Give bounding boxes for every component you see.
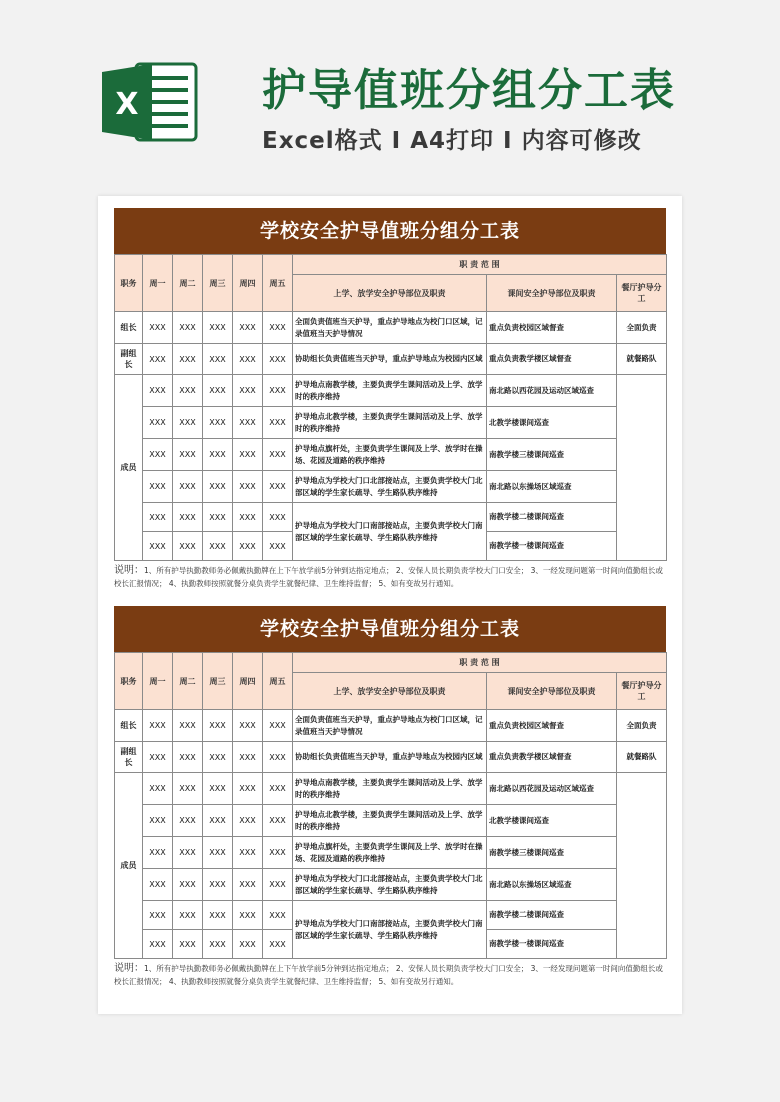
role-cell: 成员 xyxy=(115,773,143,959)
duty-col-header: 课间安全护导部位及职责 xyxy=(487,673,617,710)
assignee-cell: XXX xyxy=(203,773,233,805)
break-duty-cell: 南教学楼二楼课间巡查 xyxy=(487,503,617,532)
break-duty-cell: 重点负责教学楼区域督查 xyxy=(487,344,617,375)
assignee-cell: XXX xyxy=(173,312,203,344)
duty-scope-header: 职 责 范 围 xyxy=(293,255,667,275)
duty-cell: 护导地点为学校大门口北部接站点，主要负责学校大门北部区域的学生家长疏导、学生路队秩序维持 xyxy=(293,869,487,901)
assignee-cell: XXX xyxy=(263,532,293,561)
duty-cell: 护导地点旗杆处，主要负责学生课间及上学、放学时在操场、花园及道路的秩序维持 xyxy=(293,837,487,869)
break-duty-cell: 南教学楼一楼课间巡查 xyxy=(487,532,617,561)
assignee-cell: XXX xyxy=(143,742,173,773)
assignee-cell: XXX xyxy=(143,312,173,344)
break-duty-cell: 南教学楼二楼课间巡查 xyxy=(487,901,617,930)
assignee-cell: XXX xyxy=(233,407,263,439)
duty-cell: 护导地点南教学楼，主要负责学生课间活动及上学、放学时的秩序维持 xyxy=(293,773,487,805)
col-role-header: 职务 xyxy=(115,653,143,710)
table-title: 学校安全护导值班分组分工表 xyxy=(114,606,666,652)
col-day-header: 周三 xyxy=(203,255,233,312)
break-duty-cell: 重点负责教学楼区域督查 xyxy=(487,742,617,773)
assignee-cell: XXX xyxy=(263,503,293,532)
duty-table-block xyxy=(114,208,666,594)
assignee-cell: XXX xyxy=(173,471,203,503)
break-duty-cell: 北教学楼课间巡查 xyxy=(487,805,617,837)
table-row xyxy=(115,471,667,503)
table-row xyxy=(115,312,667,344)
assignee-cell: XXX xyxy=(203,710,233,742)
duty-col-header: 课间安全护导部位及职责 xyxy=(487,275,617,312)
break-duty-cell: 南北路以西花园及运动区域巡查 xyxy=(487,375,617,407)
assignee-cell: XXX xyxy=(263,407,293,439)
note xyxy=(114,561,666,594)
assignee-cell: XXX xyxy=(203,869,233,901)
assignee-cell: XXX xyxy=(143,930,173,959)
col-day-header: 周四 xyxy=(233,653,263,710)
assignee-cell: XXX xyxy=(233,710,263,742)
page-title: 护导值班分组分工表 xyxy=(262,65,676,116)
duty-table-block xyxy=(114,606,666,992)
col-day-header: 周五 xyxy=(263,653,293,710)
table-row xyxy=(115,439,667,471)
page-header xyxy=(0,0,780,190)
duty-col-header: 上学、放学安全护导部位及职责 xyxy=(293,673,487,710)
duty-cell: 护导地点北教学楼，主要负责学生课间活动及上学、放学时的秩序维持 xyxy=(293,805,487,837)
assignee-cell: XXX xyxy=(233,773,263,805)
assignee-cell: XXX xyxy=(203,837,233,869)
assignee-cell: XXX xyxy=(143,439,173,471)
table-row xyxy=(115,742,667,773)
duty-cell: 全面负责值班当天护导，重点护导地点为校门口区域，记录值班当天护导情况 xyxy=(293,312,487,344)
assignee-cell: XXX xyxy=(233,869,263,901)
table-row xyxy=(115,773,667,805)
role-cell: 成员 xyxy=(115,375,143,561)
duty-cell: 协助组长负责值班当天护导，重点护导地点为校园内区域 xyxy=(293,344,487,375)
assignee-cell: XXX xyxy=(143,503,173,532)
assignee-cell: XXX xyxy=(143,710,173,742)
assignee-cell: XXX xyxy=(233,375,263,407)
assignee-cell: XXX xyxy=(143,375,173,407)
duty-table xyxy=(114,652,667,959)
assignee-cell: XXX xyxy=(173,375,203,407)
assignee-cell: XXX xyxy=(203,344,233,375)
assignee-cell: XXX xyxy=(173,532,203,561)
assignee-cell: XXX xyxy=(233,837,263,869)
table-row xyxy=(115,407,667,439)
break-duty-cell: 南北路以东操场区域巡查 xyxy=(487,869,617,901)
note xyxy=(114,959,666,992)
duty-col-header: 餐厅护导分工 xyxy=(617,275,667,312)
duty-cell: 护导地点为学校大门口南部接站点，主要负责学校大门南部区域的学生家长疏导、学生路队秩序维持 xyxy=(293,503,487,561)
duty-cell: 护导地点旗杆处，主要负责学生课间及上学、放学时在操场、花园及道路的秩序维持 xyxy=(293,439,487,471)
col-day-header: 周五 xyxy=(263,255,293,312)
break-duty-cell: 重点负责校园区域督查 xyxy=(487,312,617,344)
assignee-cell: XXX xyxy=(263,869,293,901)
assignee-cell: XXX xyxy=(263,837,293,869)
canteen-cell xyxy=(617,773,667,959)
assignee-cell: XXX xyxy=(233,805,263,837)
assignee-cell: XXX xyxy=(233,503,263,532)
assignee-cell: XXX xyxy=(173,710,203,742)
assignee-cell: XXX xyxy=(233,312,263,344)
page-subtitle: Excel格式 Ⅰ A4打印 Ⅰ 内容可修改 xyxy=(262,128,642,154)
assignee-cell: XXX xyxy=(203,742,233,773)
assignee-cell: XXX xyxy=(233,439,263,471)
table-row xyxy=(115,375,667,407)
assignee-cell: XXX xyxy=(173,930,203,959)
break-duty-cell: 南北路以西花园及运动区域巡查 xyxy=(487,773,617,805)
assignee-cell: XXX xyxy=(173,901,203,930)
excel-icon xyxy=(100,60,200,144)
duty-cell: 护导地点北教学楼，主要负责学生课间活动及上学、放学时的秩序维持 xyxy=(293,407,487,439)
assignee-cell: XXX xyxy=(173,439,203,471)
table-row xyxy=(115,869,667,901)
role-cell: 组长 xyxy=(115,710,143,742)
assignee-cell: XXX xyxy=(263,805,293,837)
assignee-cell: XXX xyxy=(173,773,203,805)
assignee-cell: XXX xyxy=(263,471,293,503)
assignee-cell: XXX xyxy=(143,805,173,837)
assignee-cell: XXX xyxy=(233,742,263,773)
note-text: 1、所有护导执勤教师务必佩戴执勤牌在上下午放学前5分钟到达指定地点； 2、安保人员长期负责学校大门口安全； 3、一经发现问题第一时间向值勤组长或校长汇报情况； 4、执勤教师按照就餐分桌负责学生就餐纪律、卫生维持监督； 5、如有变故另行通知。 xyxy=(114,566,663,588)
duty-cell: 全面负责值班当天护导，重点护导地点为校门口区域，记录值班当天护导情况 xyxy=(293,710,487,742)
assignee-cell: XXX xyxy=(263,901,293,930)
table-title: 学校安全护导值班分组分工表 xyxy=(114,208,666,254)
canteen-cell: 就餐路队 xyxy=(617,344,667,375)
break-duty-cell: 南教学楼一楼课间巡查 xyxy=(487,930,617,959)
break-duty-cell: 南北路以东操场区域巡查 xyxy=(487,471,617,503)
assignee-cell: XXX xyxy=(173,837,203,869)
assignee-cell: XXX xyxy=(203,471,233,503)
assignee-cell: XXX xyxy=(263,742,293,773)
assignee-cell: XXX xyxy=(143,901,173,930)
assignee-cell: XXX xyxy=(203,439,233,471)
assignee-cell: XXX xyxy=(203,503,233,532)
assignee-cell: XXX xyxy=(203,407,233,439)
assignee-cell: XXX xyxy=(203,805,233,837)
table-row xyxy=(115,901,667,930)
assignee-cell: XXX xyxy=(233,471,263,503)
assignee-cell: XXX xyxy=(233,532,263,561)
assignee-cell: XXX xyxy=(263,773,293,805)
table-row xyxy=(115,710,667,742)
break-duty-cell: 南教学楼三楼课间巡查 xyxy=(487,439,617,471)
assignee-cell: XXX xyxy=(173,805,203,837)
break-duty-cell: 南教学楼三楼课间巡查 xyxy=(487,837,617,869)
col-day-header: 周四 xyxy=(233,255,263,312)
col-role-header: 职务 xyxy=(115,255,143,312)
assignee-cell: XXX xyxy=(233,344,263,375)
assignee-cell: XXX xyxy=(203,532,233,561)
col-day-header: 周二 xyxy=(173,255,203,312)
break-duty-cell: 北教学楼课间巡查 xyxy=(487,407,617,439)
col-day-header: 周二 xyxy=(173,653,203,710)
document-sheet xyxy=(98,196,682,1014)
canteen-cell xyxy=(617,375,667,561)
assignee-cell: XXX xyxy=(263,930,293,959)
assignee-cell: XXX xyxy=(143,471,173,503)
assignee-cell: XXX xyxy=(263,344,293,375)
assignee-cell: XXX xyxy=(173,503,203,532)
table-row xyxy=(115,837,667,869)
note-label: 说明： xyxy=(114,565,144,576)
assignee-cell: XXX xyxy=(203,375,233,407)
break-duty-cell: 重点负责校园区域督查 xyxy=(487,710,617,742)
duty-scope-header: 职 责 范 围 xyxy=(293,653,667,673)
assignee-cell: XXX xyxy=(143,773,173,805)
assignee-cell: XXX xyxy=(143,869,173,901)
assignee-cell: XXX xyxy=(263,375,293,407)
col-day-header: 周一 xyxy=(143,653,173,710)
assignee-cell: XXX xyxy=(203,901,233,930)
table-row xyxy=(115,503,667,532)
assignee-cell: XXX xyxy=(173,742,203,773)
assignee-cell: XXX xyxy=(233,930,263,959)
canteen-cell: 全面负责 xyxy=(617,710,667,742)
note-text: 1、所有护导执勤教师务必佩戴执勤牌在上下午放学前5分钟到达指定地点； 2、安保人员长期负责学校大门口安全； 3、一经发现问题第一时间向值勤组长或校长汇报情况； 4、执勤教师按照就餐分桌负责学生就餐纪律、卫生维持监督； 5、如有变故另行通知。 xyxy=(114,964,663,986)
table-row xyxy=(115,805,667,837)
assignee-cell: XXX xyxy=(263,710,293,742)
duty-cell: 协助组长负责值班当天护导，重点护导地点为校园内区域 xyxy=(293,742,487,773)
note-label: 说明： xyxy=(114,963,144,974)
assignee-cell: XXX xyxy=(143,407,173,439)
canteen-cell: 全面负责 xyxy=(617,312,667,344)
duty-cell: 护导地点为学校大门口北部接站点，主要负责学校大门北部区域的学生家长疏导、学生路队秩序维持 xyxy=(293,471,487,503)
duty-col-header: 餐厅护导分工 xyxy=(617,673,667,710)
assignee-cell: XXX xyxy=(143,837,173,869)
assignee-cell: XXX xyxy=(233,901,263,930)
table-row xyxy=(115,344,667,375)
col-day-header: 周三 xyxy=(203,653,233,710)
duty-cell: 护导地点南教学楼，主要负责学生课间活动及上学、放学时的秩序维持 xyxy=(293,375,487,407)
col-day-header: 周一 xyxy=(143,255,173,312)
assignee-cell: XXX xyxy=(173,869,203,901)
duty-table xyxy=(114,254,667,561)
canteen-cell: 就餐路队 xyxy=(617,742,667,773)
assignee-cell: XXX xyxy=(263,439,293,471)
excel-icon-letter: X xyxy=(115,87,139,122)
assignee-cell: XXX xyxy=(173,407,203,439)
assignee-cell: XXX xyxy=(203,312,233,344)
role-cell: 组长 xyxy=(115,312,143,344)
assignee-cell: XXX xyxy=(203,930,233,959)
assignee-cell: XXX xyxy=(143,344,173,375)
duty-cell: 护导地点为学校大门口南部接站点，主要负责学校大门南部区域的学生家长疏导、学生路队秩序维持 xyxy=(293,901,487,959)
assignee-cell: XXX xyxy=(263,312,293,344)
role-cell: 副组长 xyxy=(115,344,143,375)
role-cell: 副组长 xyxy=(115,742,143,773)
assignee-cell: XXX xyxy=(143,532,173,561)
duty-col-header: 上学、放学安全护导部位及职责 xyxy=(293,275,487,312)
assignee-cell: XXX xyxy=(173,344,203,375)
